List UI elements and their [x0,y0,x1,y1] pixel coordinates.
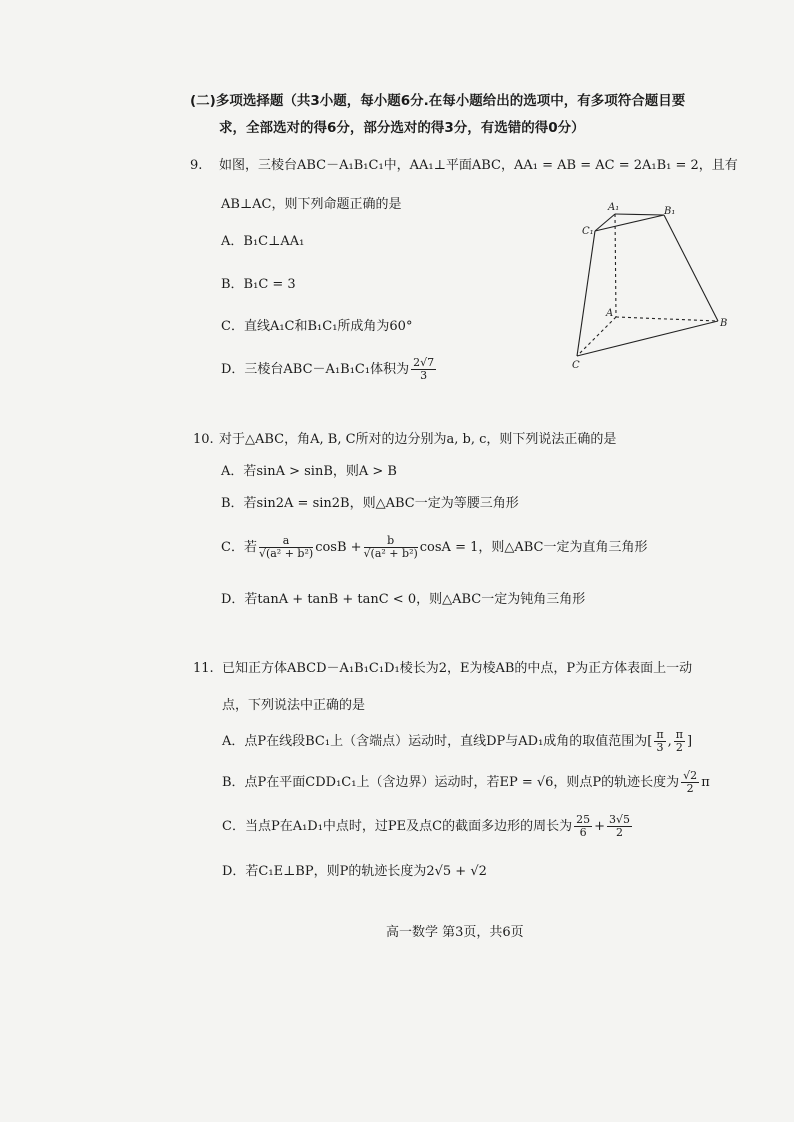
q10-option-b: B．若sin2A = sin2B，则△ABC一定为等腰三角形 [221,496,519,511]
q11-option-a-fraction-2 [674,729,685,754]
q11-option-a-end: ] [686,734,693,749]
q10-option-c-fraction-2 [364,535,418,560]
q11-stem-line1: 已知正方体ABCD－A₁B₁C₁D₁棱长为2，E为棱AB的中点，P为正方体表面上一动 [222,661,693,676]
label-c: C [572,360,580,371]
q11-number: 11. [193,661,214,676]
q11-option-b-end: π [701,775,710,790]
q11-option-a: A．点P在线段BC₁上（含端点）运动时，直线DP与AD₁成角的取值范围为[ $\frac{\pi}{3}$ , $\frac{\pi}{2}$ ] [222,728,693,754]
fraction-denominator: √(a² + b²) [363,547,418,560]
q9-option-c: C．直线A₁C和B₁C₁所成角为60° [221,319,413,334]
q11-stem-line2: 点，下列说法中正确的是 [222,698,366,713]
fraction-numerator: √2 [683,769,698,782]
label-c1: C₁ [582,226,594,237]
q11-option-c-fraction-1 [574,814,592,839]
q10-option-c-prefix: C．若 [221,540,257,555]
q11-option-c-plus: + [594,819,606,834]
q11-option-c-text: C．当点P在A₁D₁中点时，过PE及点C的截面多边形的周长为 [222,819,573,834]
q9-option-a: A．B₁C⊥AA₁ [221,234,305,249]
q10-option-c [221,531,648,565]
q11-option-a-fraction-1 [654,729,665,754]
q11-option-b-fraction [681,770,699,795]
q10-option-c-middle: cosB + [315,540,362,555]
label-b1: B₁ [664,206,676,217]
fraction-denominator: 2 [675,741,683,754]
q11-option-a-text: A．点P在线段BC₁上（含端点）运动时，直线DP与AD₁成角的取值范围为[ [222,734,653,749]
fraction-numerator: 25 [576,813,591,826]
q9-option-d [221,356,438,384]
q9-number: 9. [190,158,203,173]
fraction-numerator: a [259,535,313,548]
q11-option-c-fraction-2 [607,814,632,839]
q9-stem-line2: AB⊥AC，则下列命题正确的是 [221,197,402,212]
q9-option-d-text: D．三棱台ABC－A₁B₁C₁体积为 [221,362,410,377]
q10-option-c-fraction-1 [259,535,313,560]
fraction-denominator: 3 [420,369,428,382]
q11-option-b [222,766,710,800]
q11-option-c [222,810,634,844]
label-a1: A₁ [608,202,620,213]
q10-option-a: A．若sinA > sinB，则A > B [221,464,397,479]
q9-stem-line1: 如图，三棱台ABC－A₁B₁C₁中，AA₁⊥平面ABC，AA₁ = AB = AC = 2A₁B₁ = 2，且有 [219,158,738,173]
frustum-figure [560,196,750,381]
fraction-denominator: 6 [579,826,587,839]
label-a: A [606,308,614,319]
q10-number: 10. [193,432,214,447]
fraction-numerator: π [656,728,664,741]
q9-option-d-fraction [411,357,436,382]
q11-option-b-text: B．点P在平面CDD₁C₁上（含边界）运动时，若EP = √6，则点P的轨迹长度为 [222,775,680,790]
q11-option-d: D．若C₁E⊥BP，则P的轨迹长度为2√5 + √2 [222,864,487,879]
fraction-denominator: √(a² + b²) [258,547,314,560]
section-heading-line2: 求，全部选对的得6分，部分选对的得3分，有选错的得0分） [219,120,585,136]
fraction-numerator: π [675,728,683,741]
section-heading-line1: (二)多项选择题（共3小题，每小题6分.在每小题给出的选项中，有多项符合题目要 [190,93,686,109]
q9-option-b: B．B₁C = 3 [221,277,296,292]
q10-option-d: D．若tanA + tanB + tanC < 0，则△ABC一定为钝角三角形 [221,592,586,607]
fraction-denominator: 3 [656,741,664,754]
q10-option-c-suffix: cosA = 1，则△ABC一定为直角三角形 [419,540,648,555]
page-footer: 高一数学 第3页，共6页 [386,925,524,940]
fraction-numerator: 3√5 [609,813,631,826]
label-b: B [720,318,728,329]
fraction-denominator: 2 [686,782,694,795]
fraction-numerator: b [364,535,418,548]
q10-stem: 对于△ABC，角A, B, C所对的边分别为a, b, c，则下列说法正确的是 [219,432,617,447]
fraction-denominator: 2 [616,826,624,839]
fraction-numerator: 2√7 [413,356,435,369]
